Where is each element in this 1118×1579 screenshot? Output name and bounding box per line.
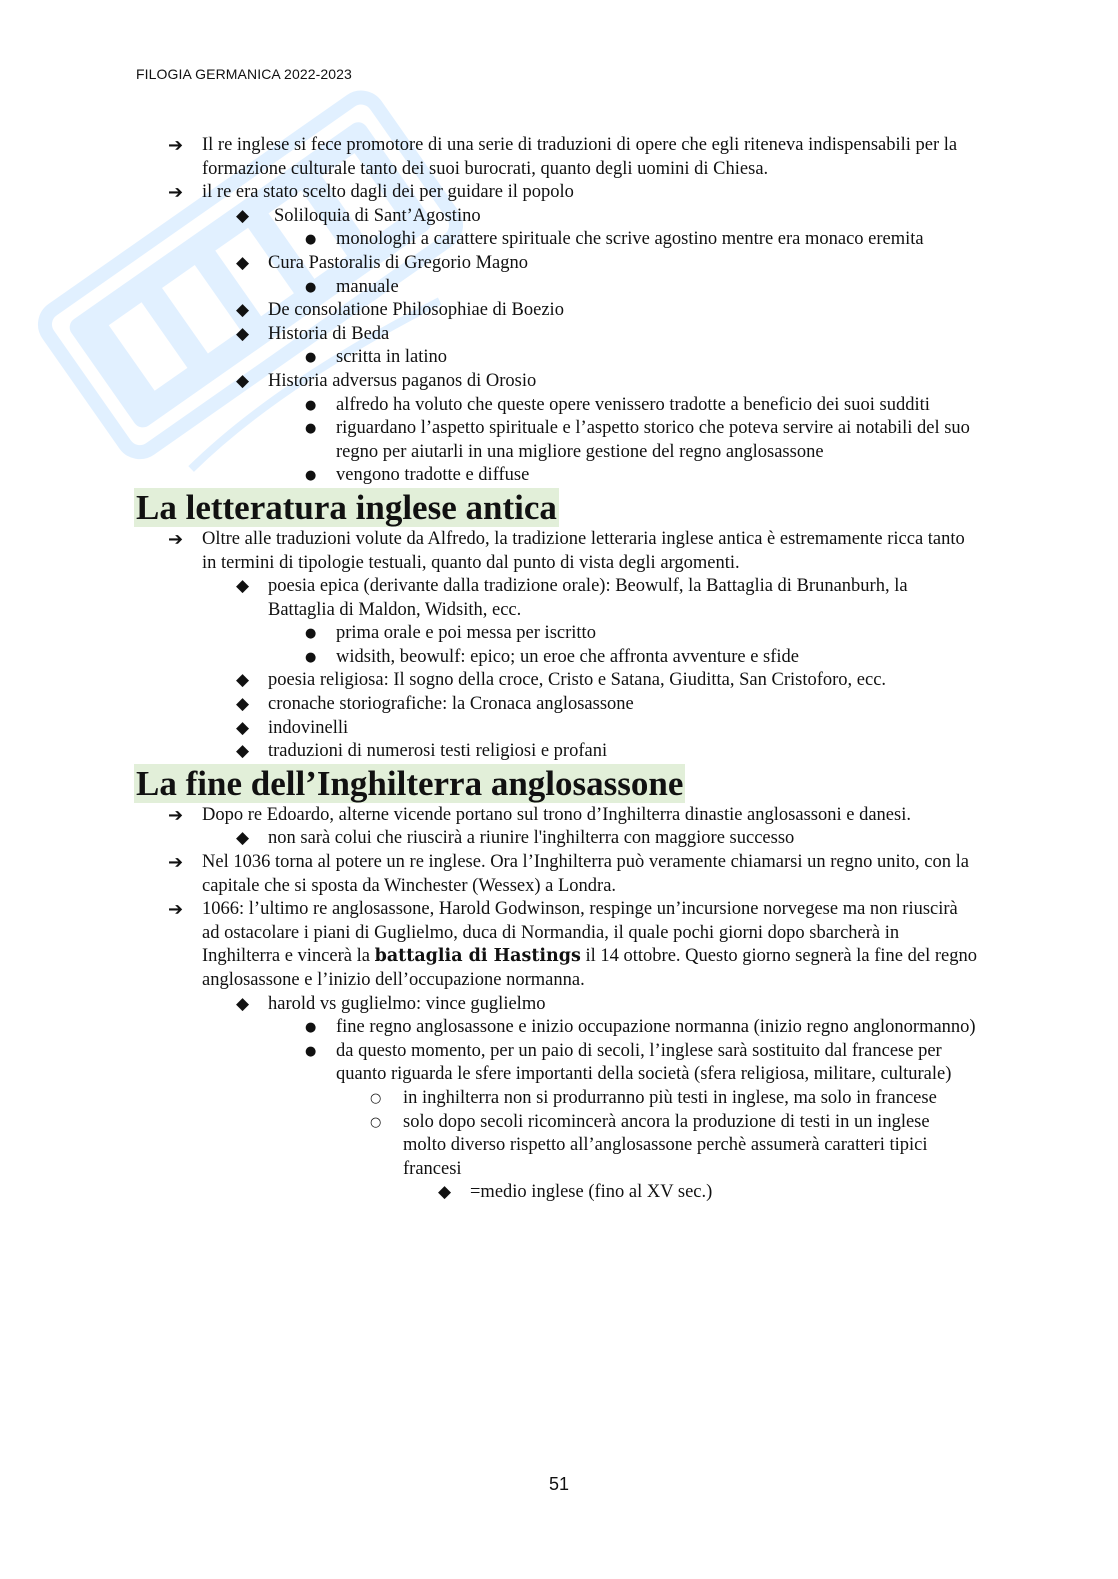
diamond-bullet-icon: ◆ [236,323,250,344]
list-item: ○ in inghilterra non si produrranno più testi in inglese, ma solo in francese [0,1087,1118,1111]
page-number: 51 [548,1474,570,1494]
disc-bullet-icon: ● [305,421,317,437]
diamond-bullet-icon: ◆ [236,670,250,691]
list-item: ● monologhi a carattere spirituale che scrive agostino mentre era monaco eremita [0,228,1118,252]
diamond-bullet-icon: ◆ [236,300,250,321]
diamond-bullet-icon: ◆ [438,1182,452,1203]
list-item: ◆ Historia adversus paganos di Orosio [0,370,1118,394]
list-item: ➔ il re era stato scelto dagli dei per guidare il popolo [168,182,574,204]
arrow-right-icon: ➔ [168,528,184,550]
disc-bullet-icon: ● [305,649,317,665]
diamond-bullet-icon: ◆ [236,741,250,762]
disc-bullet-icon: ● [305,1043,317,1059]
diamond-bullet-icon: ◆ [236,828,250,849]
list-item: ◆ cronache storiografiche: la Cronaca anglosassone [0,693,1118,717]
list-item: ● riguardano l’aspetto spirituale e l’aspetto storico che poteva servire ai notabili del suo regno per aiutarli in una migliore gestione del regno anglosassone [305,418,970,462]
list-item: ● widsith, beowulf: epico; un eroe che affronta avventure e sfide [0,646,1118,670]
section-heading: La letteratura inglese antica [136,487,557,527]
list-item: ◆ traduzioni di numerosi testi religiosi e profani [0,740,1118,764]
diamond-bullet-icon: ◆ [236,993,250,1014]
diamond-bullet-icon: ◆ [236,717,250,738]
list-item: ➔ Il re inglese si fece promotore di una serie di traduzioni di opere che egli riteneva indispensabili per la formazione culturale tanto dei suoi burocrati, quanto degli uomini di Chiesa. [168,135,958,179]
disc-bullet-icon: ● [305,1020,317,1036]
bold-term: battaglia di Hastings [374,946,581,967]
list-item: ◆ non sarà colui che riuscirà a riunire l'inghilterra con maggiore successo [0,827,1118,851]
list-item: ➔ Dopo re Edoardo, alterne vicende portano sul trono d’Inghilterra dinastie anglosassoni e danesi. [168,804,911,826]
arrow-right-icon: ➔ [168,804,184,826]
disc-bullet-icon: ● [305,468,317,484]
list-item: ◆ =medio inglese (fino al XV sec.) [0,1181,1118,1205]
disc-bullet-icon: ● [305,397,317,413]
disc-bullet-icon: ● [305,626,317,642]
list-item: ● fine regno anglosassone e inizio occupazione normanna (inizio regno anglonormanno) [0,1016,1118,1040]
diamond-bullet-icon: ◆ [236,576,250,597]
list-item: ➔ 1066: l’ultimo re anglosassone, Harold Godwinson, respinge un’incursione norvegese ma non riuscirà ad ostacolare i piani di Guglielmo, duca di Normandia, il quale pochi giorni dopo sbarcherà in Inghilterra e vincerà la battaglia di Hastings il 14 ottobre. Questo giorno segnerà la fine del regno anglosassone e l’inizio dell’occupazione normanna. [168,899,977,990]
arrow-right-icon: ➔ [168,182,184,204]
disc-bullet-icon: ● [305,350,317,366]
list-item: ◆ Historia di Beda [0,323,1118,347]
document-header: FILOGIA GERMANICA 2022-2023 [136,66,352,82]
list-item: ● vengono tradotte e diffuse [0,464,1118,488]
list-item: ● da questo momento, per un paio di secoli, l’inglese sarà sostituito dal francese per quanto riguarda le sfere importanti della società (sfera religiosa, militare, culturale) [305,1040,952,1085]
diamond-bullet-icon: ◆ [236,370,250,391]
section-heading: La fine dell’Inghilterra anglosassone [136,763,684,803]
list-item: ◆ poesia epica (derivante dalla tradizione orale): Beowulf, la Battaglia di Brunanburh, la Battaglia di Maldon, Widsith, ecc. [236,576,908,620]
circle-bullet-icon: ○ [370,1090,382,1106]
list-item: ● manuale [0,276,1118,300]
arrow-right-icon: ➔ [168,852,184,874]
list-item: ● alfredo ha voluto che queste opere venissero tradotte a beneficio dei suoi sudditi [0,394,1118,418]
circle-bullet-icon: ○ [370,1114,382,1130]
diamond-bullet-icon: ◆ [236,694,250,715]
diamond-bullet-icon: ◆ [236,252,250,273]
list-item: ◆ Cura Pastoralis di Gregorio Magno [0,252,1118,276]
list-item: ◆ harold vs guglielmo: vince guglielmo [0,993,1118,1017]
list-item: ➔ Nel 1036 torna al potere un re inglese. Ora l’Inghilterra può veramente chiamarsi un regno unito, con la capitale che si sposta da Winchester (Wessex) a Londra. [168,852,969,896]
disc-bullet-icon: ● [305,232,317,248]
list-item: ◆ poesia religiosa: Il sogno della croce, Cristo e Satana, Giuditta, San Cristoforo, ecc. [0,669,1118,693]
list-item: ● scritta in latino [0,346,1118,370]
diamond-bullet-icon: ◆ [236,205,250,226]
document-body [0,134,1118,1205]
list-item: ➔ Oltre alle traduzioni volute da Alfredo, la tradizione letteraria inglese antica è estremamente ricca tanto in termini di tipologie testuali, quanto dal punto di vista degli argomenti. [168,528,965,573]
arrow-right-icon: ➔ [168,899,184,921]
list-item: ◆ indovinelli [0,717,1118,741]
list-item: ◆ Soliloquia di Sant’Agostino [0,205,1118,229]
list-item: ○ solo dopo secoli ricomincerà ancora la produzione di testi in un inglese molto diverso rispetto all’anglosassone perchè assumerà caratteri tipici francesi [370,1111,930,1179]
arrow-right-icon: ➔ [168,135,184,156]
list-item: ◆ De consolatione Philosophiae di Boezio [0,299,1118,323]
list-item: ● prima orale e poi messa per iscritto [0,622,1118,646]
disc-bullet-icon: ● [305,279,317,295]
